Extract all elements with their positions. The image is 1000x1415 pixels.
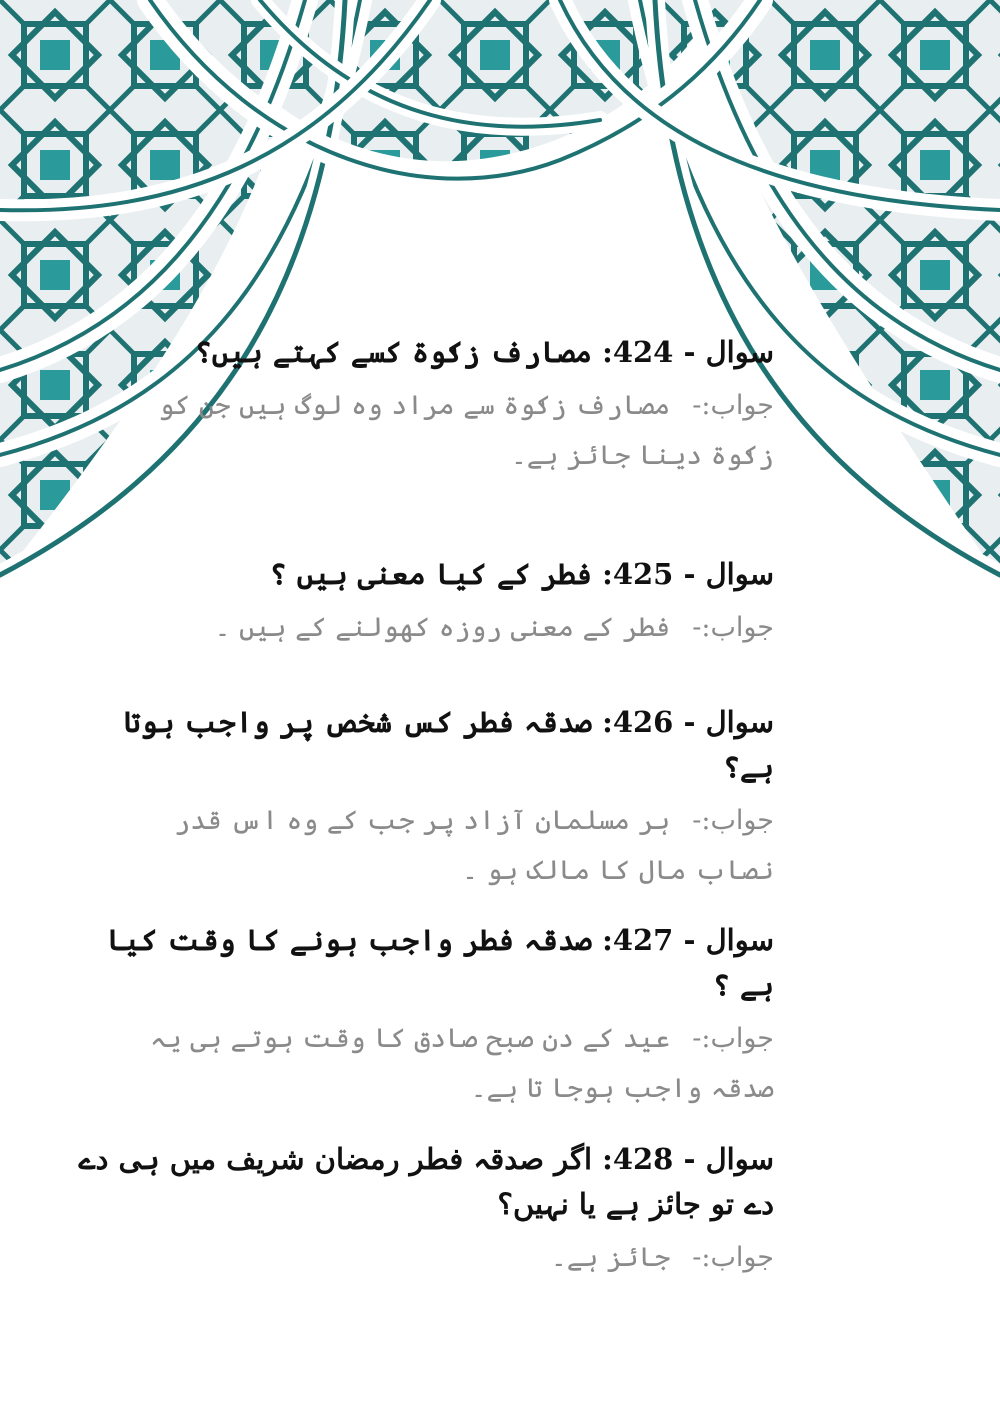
question-424: سوال - 424: مصارف زکٰوۃ کسے کہتے ہیں؟ <box>194 335 774 369</box>
answer-prefix: جواب:- <box>692 1022 774 1054</box>
answer-text: فطر کے معنی روزہ کھولنے کے ہیں ۔ <box>214 611 671 643</box>
question-426: سوال - 426: صدقہ فطر کس شخص پر واجب ہوتا ہے؟ <box>123 705 774 784</box>
answer-prefix: جواب:- <box>692 1241 774 1273</box>
answer-text: جائز ہے۔ <box>550 1241 671 1273</box>
answer-text: ہر مسلمان آزاد پر جب کے وہ اس قدر نصاب مال کا مالک ہو ۔ <box>174 804 774 886</box>
qa-item-427 <box>94 918 774 1114</box>
question-427: سوال - 427: صدقہ فطر واجب ہونے کا وقت کیا ہے ؟ <box>106 923 774 1002</box>
answer-427 <box>94 1014 774 1114</box>
answer-428 <box>74 1233 774 1283</box>
qa-item-425 <box>114 552 774 653</box>
question-425: سوال - 425: فطر کے کیا معنی ہیں ؟ <box>269 557 774 591</box>
answer-prefix: جواب:- <box>692 804 774 836</box>
qa-item-424 <box>114 330 774 481</box>
answer-prefix: جواب:- <box>692 611 774 643</box>
islamic-arch-ornament <box>0 0 1000 600</box>
answer-424 <box>114 381 774 481</box>
answer-426 <box>94 796 774 896</box>
qa-item-426 <box>94 700 774 896</box>
answer-text: عید کے دن صبح صادق کا وقت ہوتے ہی یہ صدقہ واجب ہوجا تا ہے۔ <box>150 1022 774 1104</box>
answer-prefix: جواب:- <box>692 389 774 421</box>
question-428: سوال - 428: اگر صدقہ فطر رمضان شریف میں ہی دے دے تو جائز ہے یا نہیں؟ <box>78 1142 774 1221</box>
answer-text: مصارف زکٰوۃ سے مراد وہ لوگ ہیں جن کو زکٰوۃ دینا جائز ہے۔ <box>158 389 774 471</box>
qa-item-428 <box>74 1137 774 1283</box>
answer-425 <box>114 603 774 653</box>
